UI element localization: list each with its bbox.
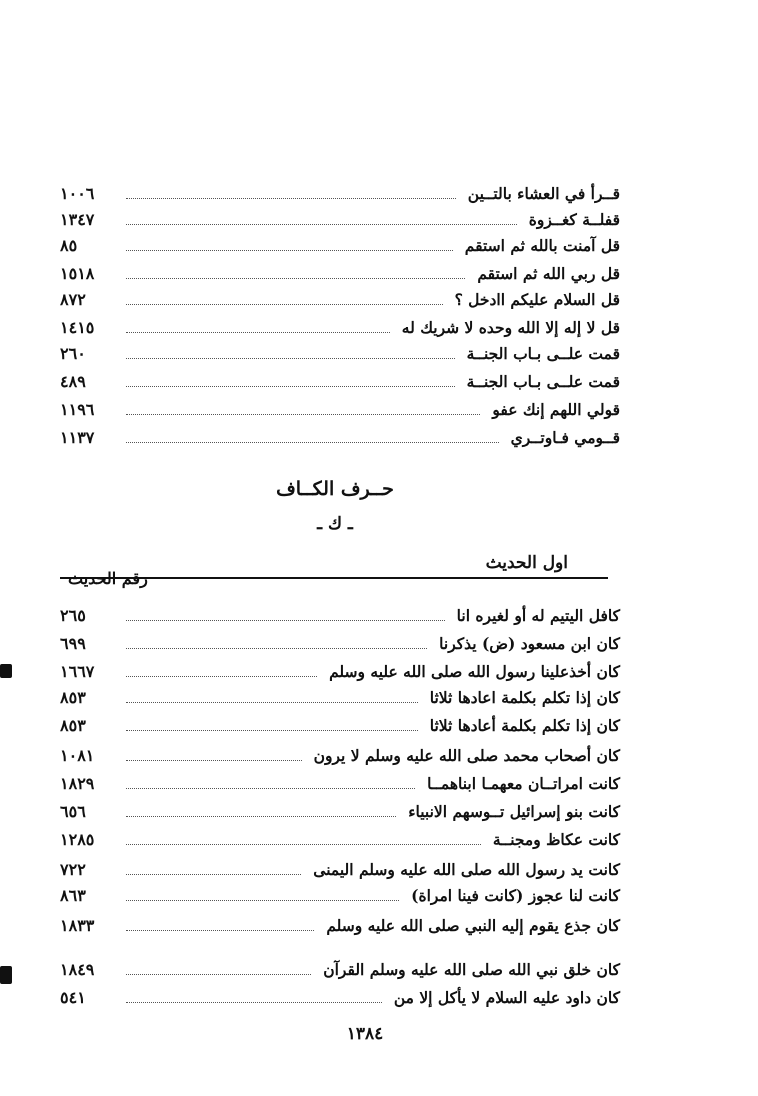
entry-text: كانت لنا عجوز (كانت فينا امراة) (411, 885, 620, 905)
entry-text: كان داود عليه السلام لا يأكل إلا من (393, 987, 620, 1007)
entry-text: كان خلق نبي الله صلى الله عليه وسلم القرآن (323, 959, 620, 979)
entry-text: قل السلام عليكم اادخل ؟ (454, 289, 620, 309)
leader-dots (126, 386, 455, 387)
entry-number: ٨٧٢ (60, 289, 86, 309)
leader-dots (126, 648, 427, 649)
index-entry (60, 180, 620, 206)
index-entry (60, 396, 620, 422)
entry-number: ١٤١٥ (60, 317, 95, 337)
index-entry (60, 368, 620, 394)
entry-text: قل ربي الله ثم استقم (477, 263, 620, 283)
entry-text: كانت يد رسول الله صلى الله عليه وسلم اليمنى (313, 859, 620, 879)
entry-text: كانت بنو إسرائيل تــوسهم الانبياء (408, 801, 620, 821)
entry-number: ١٥١٨ (60, 263, 95, 283)
index-entry (60, 956, 620, 982)
column-header-hadith-number: رقم الحديث (68, 569, 148, 588)
leader-dots (126, 224, 517, 225)
entry-number: ١٦٦٧ (60, 661, 95, 681)
entry-text: كان أخذعلينا رسول الله صلى الله عليه وسلم (329, 661, 620, 681)
index-entry (60, 712, 620, 738)
section-title: حــرف الكــاف (276, 478, 394, 500)
leader-dots (126, 332, 390, 333)
index-entry (60, 798, 620, 824)
index-entry (60, 424, 620, 450)
index-entry (60, 232, 620, 258)
entry-text: قمت علــى بـاب الجنــة (466, 343, 620, 363)
entry-text: قولي اللهم إنك عفو (492, 399, 620, 419)
entry-number: ٧٢٢ (60, 859, 86, 879)
entry-text: كان إذا تكلم بكلمة أعادها ثلاثا (429, 715, 620, 735)
index-entry (60, 286, 620, 312)
leader-dots (126, 760, 302, 761)
entry-number: ١٨٤٩ (60, 959, 95, 979)
index-entry (60, 340, 620, 366)
column-header (60, 553, 608, 588)
entry-number: ٦٩٩ (60, 633, 86, 653)
entry-text: كان جذع يقوم إليه النبي صلى الله عليه وسلم (326, 915, 620, 935)
entry-text: قــرأ في العشاء بالتــين (467, 183, 620, 203)
entry-number: ٨٥٣ (60, 715, 86, 735)
leader-dots (126, 250, 453, 251)
entry-text: كان ابن مسعود (ض) يذكرنا (439, 633, 620, 653)
index-entry (60, 314, 620, 340)
index-entry (60, 984, 620, 1010)
entry-text: قل لا إله إلا الله وحده لا شريك له (401, 317, 620, 337)
entry-text: كان أصحاب محمد صلى الله عليه وسلم لا يرون (313, 745, 620, 765)
entry-text: كان إذا تكلم بكلمة اعادها ثلاثا (429, 687, 620, 707)
entry-number: ١٠٨١ (60, 745, 95, 765)
leader-dots (126, 278, 465, 279)
entry-text: كانت امراتــان معهمـا ابناهمــا (427, 773, 620, 793)
leader-dots (126, 844, 481, 845)
leader-dots (126, 900, 399, 901)
leader-dots (126, 930, 314, 931)
entry-number: ١٣٤٧ (60, 209, 95, 229)
leader-dots (126, 304, 443, 305)
leader-dots (126, 974, 311, 975)
index-entry (60, 770, 620, 796)
scan-mark-left-lower (0, 966, 12, 984)
index-entry (60, 826, 620, 852)
entry-number: ٢٦٥ (60, 605, 86, 625)
entry-text: قمت علــى بـاب الجنــة (466, 371, 620, 391)
index-entry (60, 856, 620, 882)
entry-number: ١١٣٧ (60, 427, 95, 447)
leader-dots (126, 816, 396, 817)
entry-text: قــومي فـاوتــري (510, 427, 620, 447)
leader-dots (126, 788, 415, 789)
leader-dots (126, 730, 418, 731)
index-entry (60, 742, 620, 768)
leader-dots (126, 620, 445, 621)
index-entry (60, 912, 620, 938)
entry-number: ١٠٠٦ (60, 183, 95, 203)
entry-number: ٥٤١ (60, 987, 86, 1007)
index-entry (60, 206, 620, 232)
leader-dots (126, 198, 456, 199)
leader-dots (126, 874, 301, 875)
entry-number: ٢٦٠ (60, 343, 86, 363)
leader-dots (126, 358, 455, 359)
index-entry (60, 658, 620, 684)
index-entry (60, 630, 620, 656)
leader-dots (126, 442, 499, 443)
page-number: ١٣٨٤ (346, 1024, 384, 1044)
entry-number: ١١٩٦ (60, 399, 95, 419)
entry-number: ٦٥٦ (60, 801, 86, 821)
section-subtitle: ـ ك ـ (317, 514, 353, 534)
column-header-first-hadith: اول الحديث (485, 553, 568, 573)
entry-text: كانت عكاظ ومجنــة (492, 829, 620, 849)
entry-text: قل آمنت بالله ثم استقم (464, 235, 620, 255)
entry-number: ١٨٢٩ (60, 773, 95, 793)
leader-dots (126, 1002, 382, 1003)
leader-dots (126, 676, 317, 677)
entry-number: ١٨٣٣ (60, 915, 95, 935)
entry-number: ١٢٨٥ (60, 829, 95, 849)
leader-dots (126, 414, 480, 415)
scan-mark-left (0, 664, 12, 678)
entry-text: قفلــة كغــزوة (528, 209, 620, 229)
entry-number: ٨٦٣ (60, 885, 86, 905)
index-entry (60, 260, 620, 286)
entry-number: ٨٥٣ (60, 687, 86, 707)
entry-number: ٨٥ (60, 235, 78, 255)
entry-number: ٤٨٩ (60, 371, 86, 391)
entry-text: كافل اليتيم له أو لغيره انا (456, 605, 620, 625)
index-entry (60, 882, 620, 908)
index-entry (60, 602, 620, 628)
leader-dots (126, 702, 418, 703)
index-entry (60, 684, 620, 710)
